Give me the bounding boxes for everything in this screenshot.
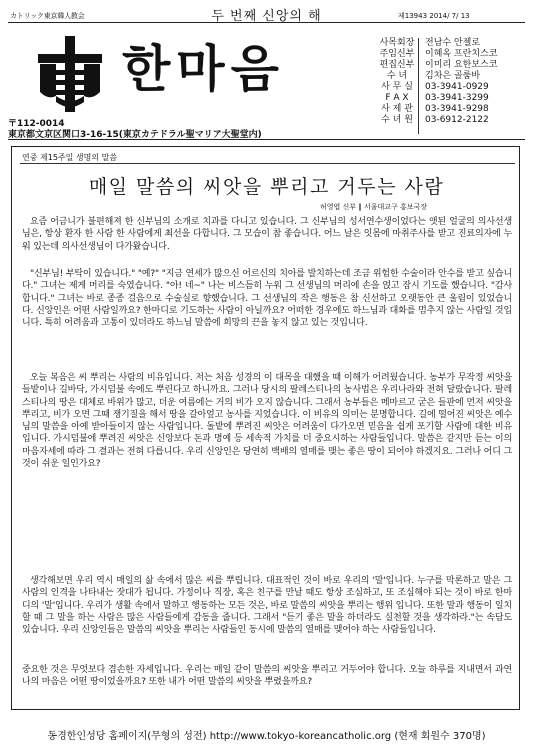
paper-name: 한마음 bbox=[122, 39, 285, 98]
kicker-rule bbox=[20, 163, 515, 164]
staff-role: 수 녀 bbox=[386, 71, 408, 81]
paragraph-text: 중요한 것은 무엇보다 겸손한 자세입니다. 우리는 매일 같이 말씀의 씨앗을 뿌리고 거두어야 합니다. 오늘 하루를 지내면서 과연 나의 마음은 어떤 땅이었을까요? 또한 내가 어떤 말씀의 씨앗을 뿌렸을까요? bbox=[22, 665, 512, 688]
staff-value: 03-6912-2122 bbox=[425, 115, 489, 125]
article-byline: 허영엽 신부 ‖ 서울대교구 홍보국장 bbox=[320, 203, 428, 211]
article-kicker: 연중 제15주일 생명의 말씀 bbox=[22, 153, 118, 162]
staff-row bbox=[375, 82, 521, 93]
staff-value: 김차은 골룸바 bbox=[425, 71, 481, 81]
staff-role: 사 무 실 bbox=[381, 82, 413, 92]
staff-role: 사목회장 bbox=[379, 38, 415, 48]
paragraph-text: "신부님! 부탁이 있습니다." "예?" "지금 연세가 많으신 어르신의 치아를 발치하는데 조금 위험한 수술이라 안수를 받고 싶습니다." 그녀는 제게 머리를 숙였습니다. "아! 네~" 나는 비스듬히 누워 그 선생님의 머리에 손을 얹고 잠시 기도를 했습니다. "감사합니다." 그녀는 바로 종종 걸음으로 수술실로 향했습니다. 그 선생님의 작은 행동은 참 신선하고 오랫동안 큰 울림이 있었습니다. 신앙인은 어떤 사람일까요? 한마디로 기도하는 사람이 아닐까요? 어떠한 경우에도 하느님과 대화를 멈추지 않는 사람일 것입니다. 특히 어려움과 고통이 있더라도 하느님 말씀에 희망의 끈을 놓지 않고 있는 것입니다. bbox=[22, 269, 512, 329]
paragraph-text: 오늘 복음은 씨 뿌리는 사람의 비유입니다. 저는 처음 성경의 이 대목을 대했을 때 이해가 어려웠습니다. 농부가 무작정 씨앗을 들밭이나 길바닥, 가시덤불 속에도 뿌린다고 하니까요. 그러나 당시의 팔레스티나의 농사법은 우리나라와 전혀 달랐습니다. 팔레스티나의 땅은 대체로 바위가 많고, 더운 여름에는 거의 비가 오지 않습니다. 그래서 농부들은 메마르고 굳은 들판에 먼저 씨앗을 뿌리고, 비가 오면 그때 쟁기질을 해서 땅을 갈아엎고 농사를 지었습니다. 이 비유의 의미는 분명합니다. 길에 떨어진 씨앗은 예수님의 말씀을 아예 받아들이지 않는 사람입니다. 돌밭에 뿌려진 씨앗은 어려움이 다가오면 믿음을 쉽게 포기할 사람에 대한 비유입니다. 가시덤불에 뿌려진 씨앗은 신앙보다 돈과 명예 등 세속적 가치를 더 중요시하는 사람들입니다. 말씀은 같지만 듣는 이의 마음자세에 따라 그 결과는 전혀 다릅니다. 우리 신앙인은 당연히 백배의 열매를 맺는 좋은 땅이 되어야 하겠지요. 그러나 어디 그것이 쉬운 일인가요? bbox=[22, 373, 512, 470]
staff-value: 03-3941-3299 bbox=[425, 93, 489, 103]
staff-value: 이미리 요한보스코 bbox=[425, 60, 498, 70]
address-rule bbox=[8, 139, 525, 140]
staff-divider bbox=[418, 38, 419, 134]
paragraph-text: 생각해보면 우리 역시 매일의 삶 속에서 많은 씨를 뿌립니다. 대표적인 것이 바로 우리의 '말'입니다. 누구를 막론하고 말은 그 사람의 인격을 나타내는 잣대가 됩니다. 가정이나 직장, 혹은 친구를 만날 때도 항상 조심하고, 또 조심해야 되는 것이 바로 한마디의 '말'입니다. 우리가 생활 속에서 말하고 행동하는 모든 것은, 바로 말씀의 씨앗을 뿌리는 행위 입니다. 또한 말과 행동이 일치할 때 그 말을 하는 사람은 많은 사람들에게 감동을 줍니다. 그래서 "듣기 좋은 말을 하더라도 실천할 것을 생각하라."는 속담도 있습니다. 우리 신앙인들은 말씀의 씨앗을 뿌리는 사람들인 동시에 말씀의 열매를 맺어야 하는 사람들입니다. bbox=[22, 576, 512, 636]
postal-code: 〒112-0014 bbox=[8, 119, 65, 129]
staff-role: 수 녀 원 bbox=[381, 115, 413, 125]
series-title: 두 번째 신앙의 해 bbox=[211, 9, 322, 24]
address: 東京都文京区関口3-16-15(東京カテドラル聖マリア大聖堂内) bbox=[8, 130, 262, 140]
staff-row bbox=[375, 60, 521, 71]
publisher-label: カトリック東京韓人教会 bbox=[10, 12, 85, 20]
staff-role: 주임신부 bbox=[379, 49, 415, 59]
article-paragraph bbox=[22, 372, 512, 470]
staff-value: 이혜옥 프란치스코 bbox=[425, 49, 498, 59]
header-rule bbox=[8, 22, 525, 23]
staff-row bbox=[375, 49, 521, 60]
paragraph-text: 요즘 어금니가 불편해져 한 신부님의 소개로 치과를 다니고 있습니다. 그 신부님의 성서연수생이었다는 앳된 얼굴의 의사선생님은, 항상 환자 한 사람 한 사람에게 최선을 다합니다. 그 모습이 참 좋습니다. 어느 날은 잇몸에 마취주사를 받고 진료의자에 누워 있는데 의사선생님이 다가왔습니다. bbox=[22, 217, 512, 252]
article-paragraph bbox=[22, 216, 512, 253]
staff-row bbox=[375, 93, 521, 104]
staff-value: 03-3941-0929 bbox=[425, 82, 489, 92]
staff-row bbox=[375, 71, 521, 82]
staff-row bbox=[375, 38, 521, 49]
article-paragraph bbox=[22, 664, 512, 689]
staff-row bbox=[375, 115, 521, 126]
staff-role: 사 제 관 bbox=[381, 104, 413, 114]
homepage-footer: 동경한인성당 홈페이지(무형의 성전) http://www.tokyo-koreancatholic.org (현재 회원수 370명) bbox=[47, 731, 486, 742]
staff-value: 03-3941-9298 bbox=[425, 104, 489, 114]
church-cross-emblem-icon bbox=[30, 34, 110, 114]
article-title: 매일 말씀의 씨앗을 뿌리고 거두는 사람 bbox=[88, 176, 445, 198]
article-paragraph bbox=[22, 268, 512, 329]
staff-row bbox=[375, 104, 521, 115]
staff-list bbox=[375, 38, 521, 138]
staff-role: F A X bbox=[385, 93, 409, 103]
staff-value: 전남수 안젤로 bbox=[425, 38, 481, 48]
issue-info: 제13943 2014/ 7/ 13 bbox=[398, 12, 470, 20]
staff-role: 편집신부 bbox=[379, 60, 415, 70]
article-paragraph bbox=[22, 575, 512, 636]
